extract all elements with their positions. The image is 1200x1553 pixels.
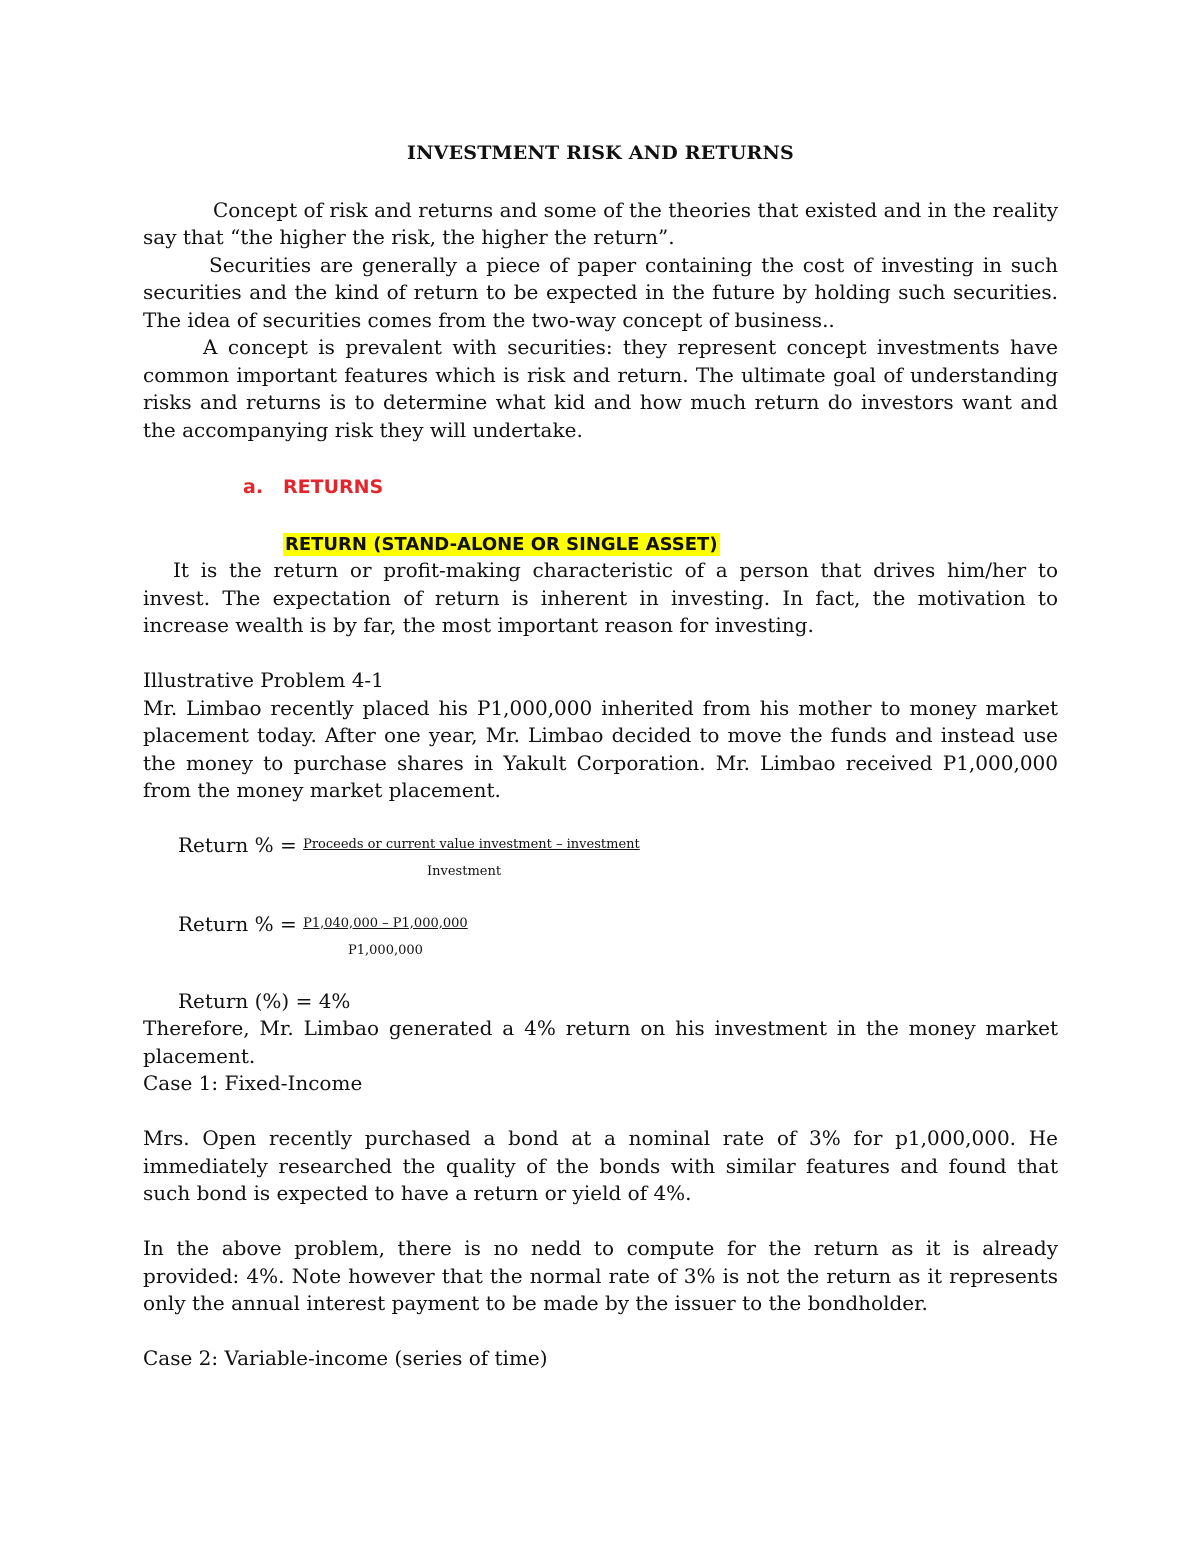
- formula-2-denominator: P1,000,000: [348, 942, 423, 958]
- intro-paragraph-3: A concept is prevalent with securities: they represent concept investments have common important features which is risk and return. The ultimate goal of understanding risks and returns is to determine what kid and how much return do investors want and the accompanying risk they will undertake.: [143, 335, 1058, 442]
- section-heading-returns: [243, 473, 1058, 501]
- case-1-text: Mrs. Open recently purchased a bond at a nominal rate of 3% for p1,000,000. He immediately researched the quality of the bonds with similar features and found that such bond is expected to have a return or yield of 4%.: [143, 1126, 1058, 1205]
- formula-2-lhs: Return % =: [178, 911, 304, 936]
- case-1-note: In the above problem, there is no nedd to compute for the return as it is already provided: 4%. Note however that the normal rate of 3% is not the return as it represents only the annual interest payment to be made by the issuer to the bondholder.: [143, 1236, 1058, 1315]
- formula-1-lhs: Return % =: [178, 832, 304, 857]
- formula-1-denominator: Investment: [427, 863, 502, 879]
- formula-2-numerator: P1,040,000 – P1,000,000: [303, 915, 468, 931]
- section-label: RETURNS: [283, 476, 384, 498]
- formula-2: [178, 909, 1058, 939]
- formula-1-numerator: Proceeds or current value investment – investment: [303, 836, 640, 852]
- problem-title: Illustrative Problem 4-1: [143, 668, 384, 692]
- document-title: INVESTMENT RISK AND RETURNS: [407, 142, 794, 164]
- subheading-row: [283, 529, 1058, 557]
- section-number: a.: [243, 476, 264, 498]
- document-page: [143, 140, 1058, 1373]
- highlighted-subheading: RETURN (STAND-ALONE OR SINGLE ASSET): [285, 534, 718, 555]
- case-2-title: Case 2: Variable-income (series of time): [143, 1346, 548, 1370]
- formula-result: Return (%) = 4%: [178, 988, 351, 1013]
- intro-paragraph-2: Securities are generally a piece of paper containing the cost of investing in such securities and the kind of return to be expected in the future by holding such securities. The idea of securities comes from the two-way concept of business..: [143, 252, 1058, 332]
- intro-paragraph-1: Concept of risk and returns and some of the theories that existed and in the reality say that “the higher the risk, the higher the return”.: [143, 197, 1058, 249]
- formula-1: [178, 830, 1058, 860]
- return-paragraph: It is the return or profit-making characteristic of a person that drives him/her to invest. The expectation of return is inherent in investing. In fact, the motivation to increase wealth is by far, the most important reason for investing.: [143, 558, 1058, 637]
- conclusion-paragraph: Therefore, Mr. Limbao generated a 4% return on his investment in the money market placement.: [143, 1016, 1058, 1068]
- problem-text: Mr. Limbao recently placed his P1,000,000 inherited from his mother to money market placement today. After one year, Mr. Limbao decided to move the funds and instead use the money to purchase shares in Yakult Corporation. Mr. Limbao received P1,000,000 from the money market placement.: [143, 695, 1058, 802]
- case-1-title: Case 1: Fixed-Income: [143, 1071, 363, 1095]
